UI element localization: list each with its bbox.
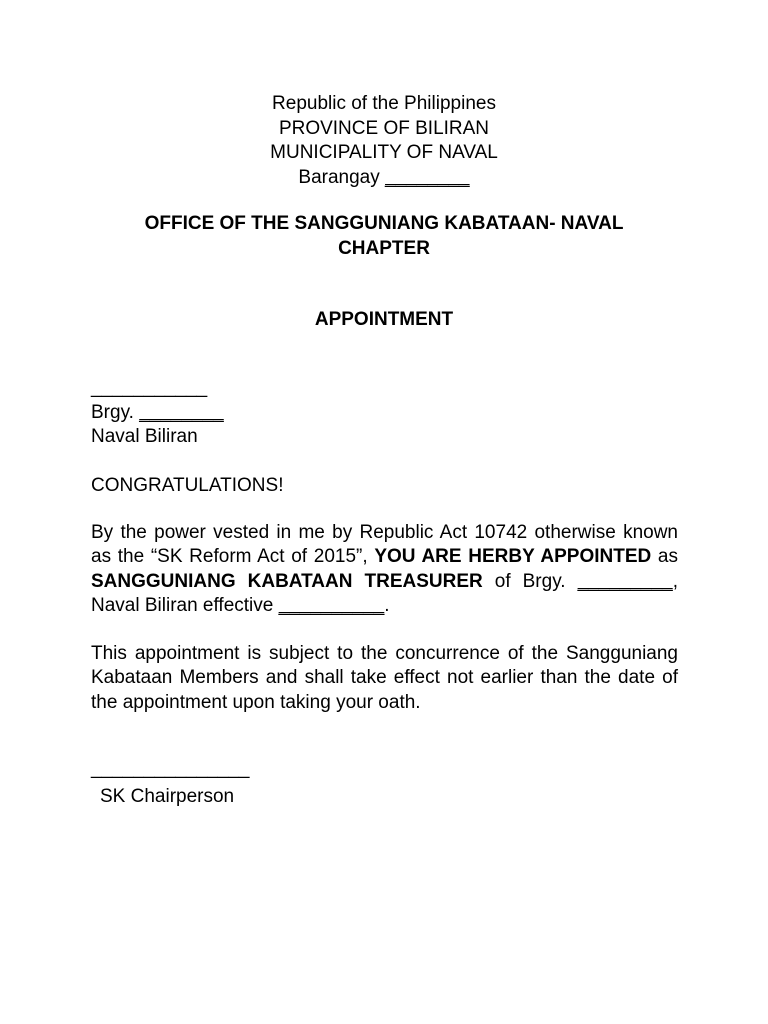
addressee-brgy-blank: ________ [139, 401, 224, 423]
barangay-label: Barangay [298, 166, 386, 188]
paragraph1-bold2: SANGGUNIANG KABATAAN TREASURER [91, 570, 483, 592]
paragraph1-bold1: YOU ARE HERBY APPOINTED [374, 546, 652, 568]
addressee-name-blank: ___________ [91, 377, 208, 398]
paragraph1-part1: By the power vested in me by Republic Act 10742 otherwise known as the “SK Reform Act of 2015”, [91, 522, 678, 568]
addressee-town: Naval Biliran [91, 426, 198, 447]
addressee-block [91, 376, 224, 450]
office-title: OFFICE OF THE SANGGUNIANG KABATAAN- NAVAL CHAPTER [144, 213, 624, 259]
paragraph1-part4: , Naval Biliran effective [91, 570, 678, 616]
addressee-brgy-label: Brgy. [91, 401, 140, 423]
addressee-brgy [91, 401, 224, 426]
congratulations-text: CONGRATULATIONS! [91, 475, 284, 496]
letterhead-barangay [0, 166, 768, 191]
paragraph1-brgy-blank: _________ [577, 570, 673, 592]
letterhead-province: PROVINCE OF BILIRAN [278, 117, 490, 139]
letterhead-republic: Republic of the Philippines [272, 93, 496, 114]
letterhead [0, 92, 768, 190]
paragraph1-part3: of Brgy. [482, 570, 578, 592]
paragraph1-date-blank: __________ [278, 594, 385, 616]
paragraph1-part2: as [651, 546, 678, 568]
concurrence-paragraph: This appointment is subject to the concurrence of the Sangguniang Kabataan Members and shall take effect not earlier than the date of the appointment upon taking your oath. [91, 643, 678, 713]
signature-title: SK Chairperson [100, 786, 235, 807]
letterhead-municipality: MUNICIPALITY OF NAVAL [270, 142, 498, 163]
barangay-blank: ________ [385, 166, 470, 188]
appointment-title: APPOINTMENT [314, 309, 454, 330]
appointment-paragraph [91, 521, 678, 618]
paragraph1-part5: . [384, 594, 390, 616]
signature-line: _______________ [91, 758, 250, 779]
